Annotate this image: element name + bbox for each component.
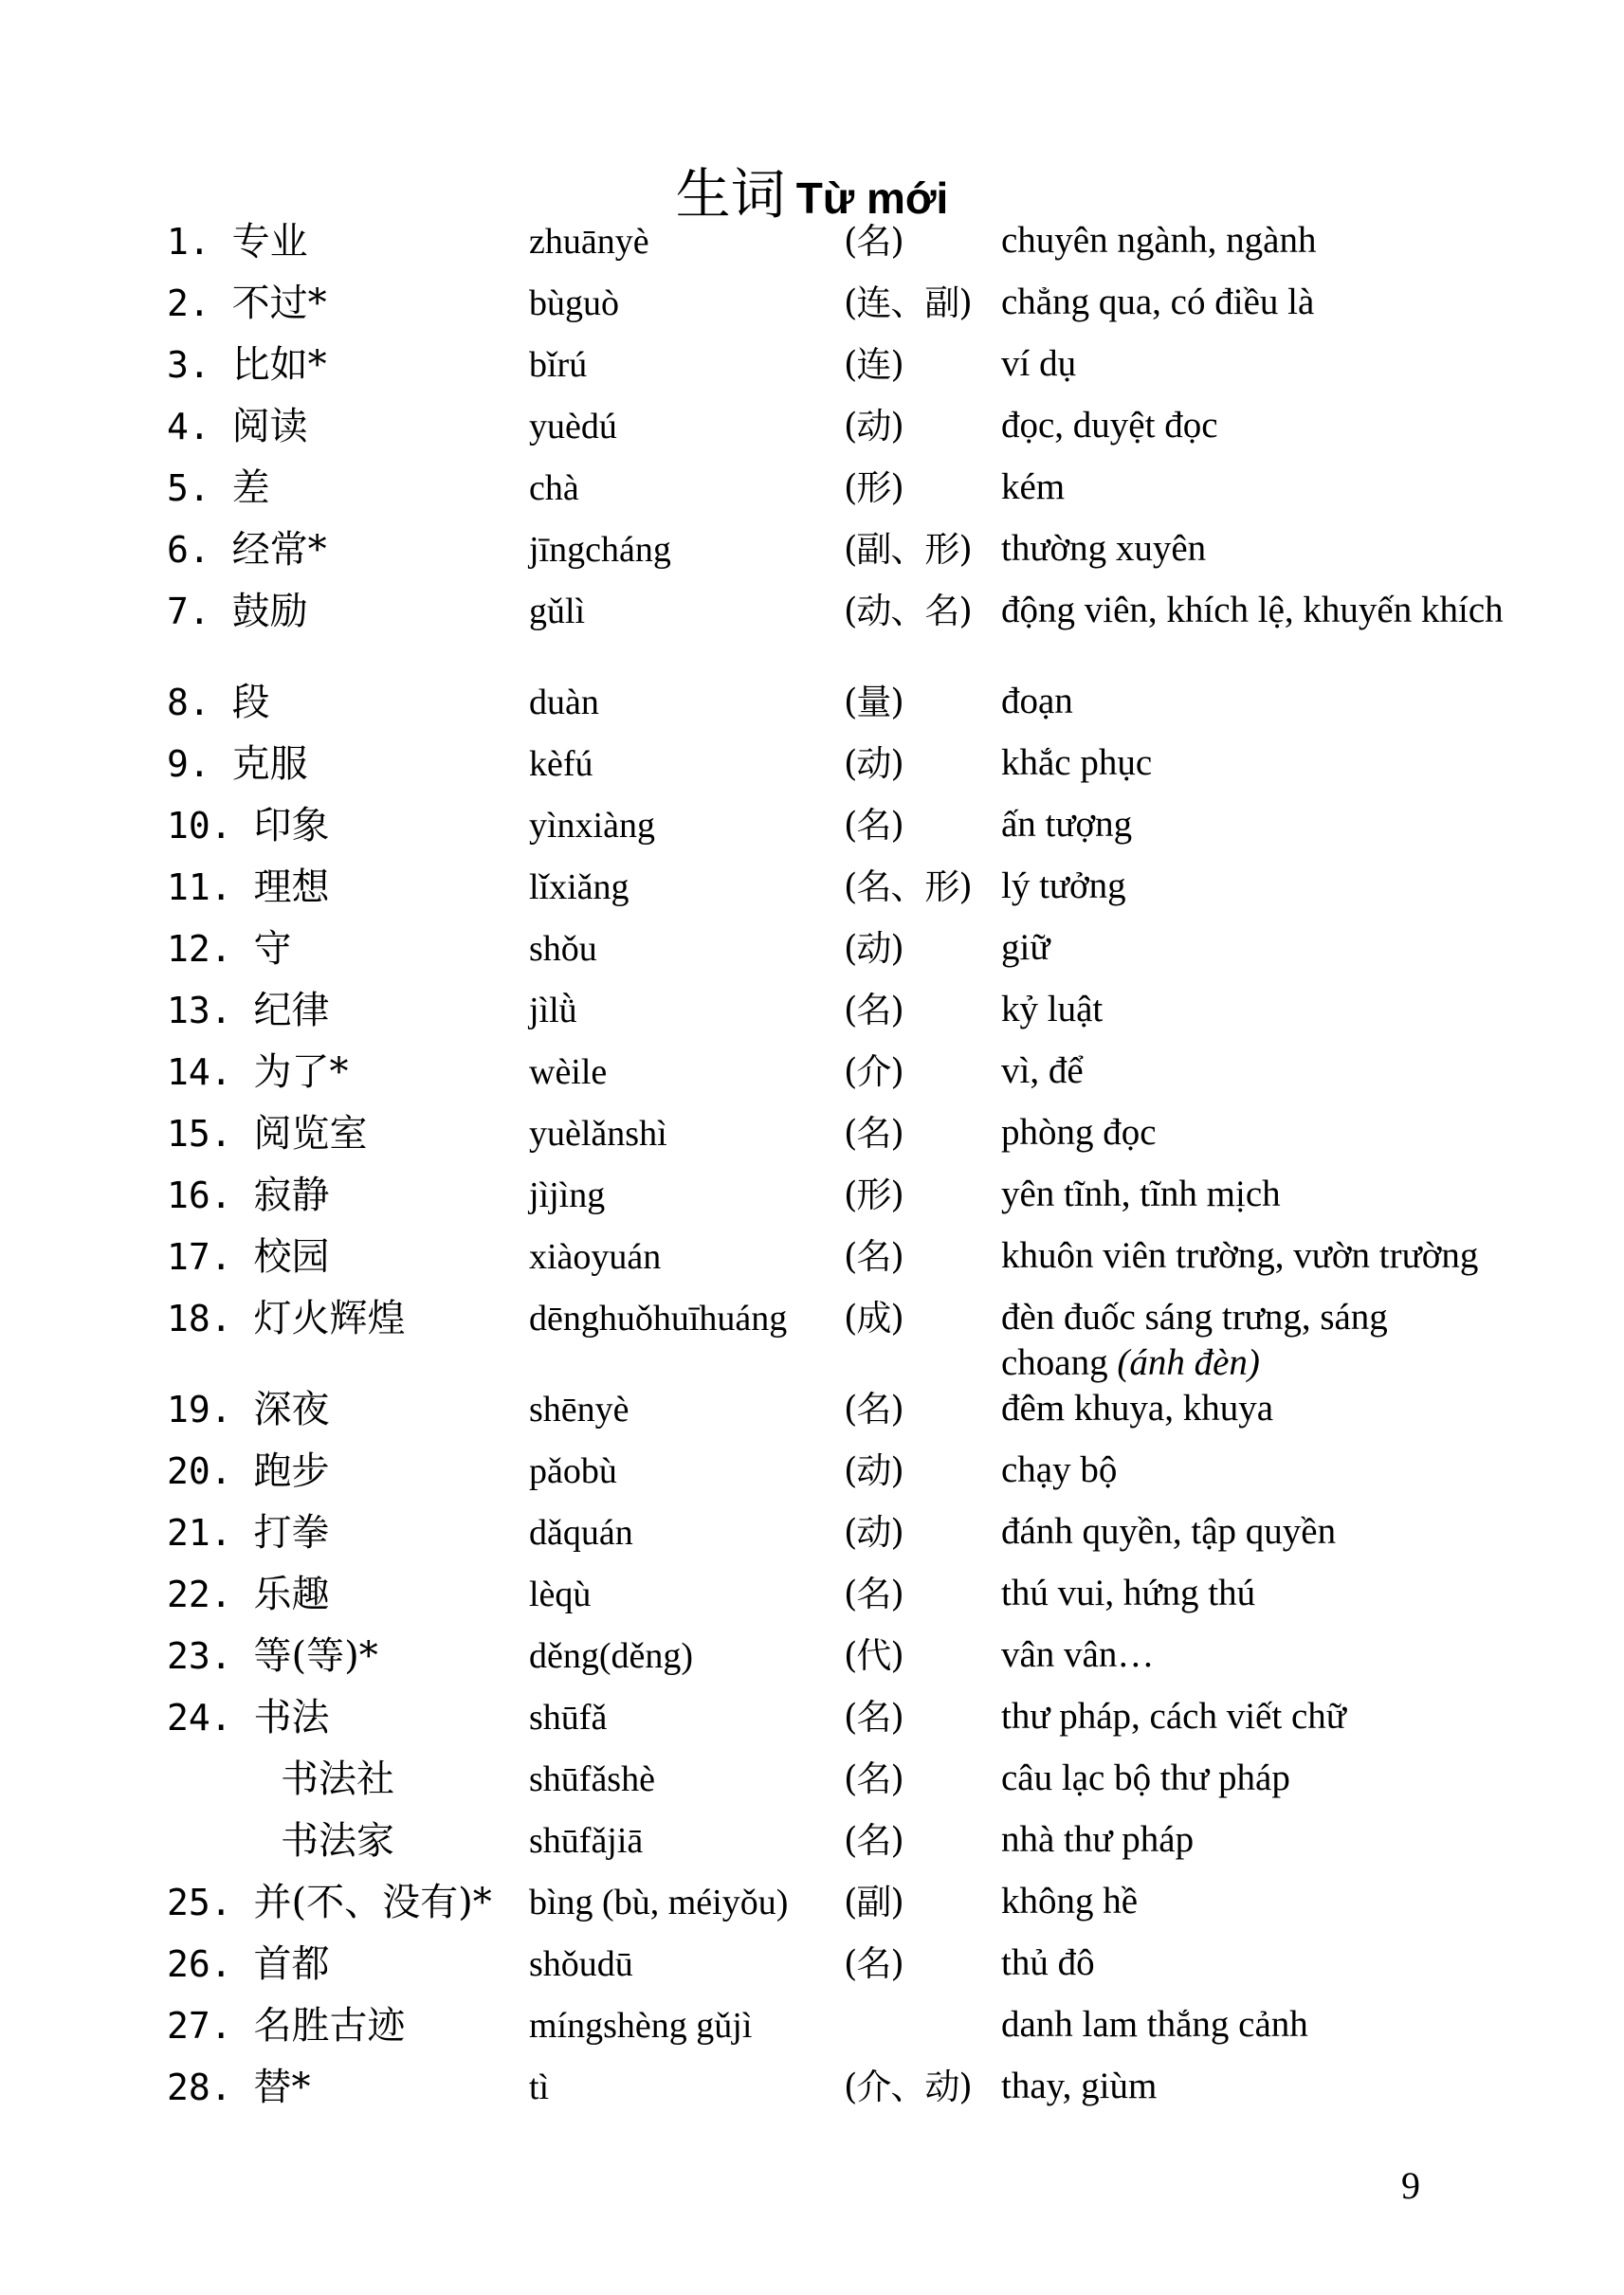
entry-number-word	[167, 2002, 406, 2049]
entry-word: 书法社	[281, 1758, 394, 1801]
entry-number-word	[167, 2064, 311, 2111]
entry-number-word	[167, 1879, 492, 1926]
vocab-entry	[0, 1940, 1624, 2002]
entry-meaning	[1001, 1817, 1504, 1863]
entry-part-of-speech: (名)	[844, 1574, 903, 1614]
entry-part-of-speech: (介)	[844, 1051, 903, 1092]
entry-number-word	[167, 1571, 330, 1618]
vocab-entry	[0, 1048, 1624, 1110]
entry-part-of-speech: (动)	[844, 1450, 903, 1491]
entry-part-of-speech: (名)	[844, 1697, 903, 1738]
entry-pinyin: shūfǎshè	[529, 1759, 655, 1799]
entry-part-of-speech: (动、名)	[844, 591, 972, 631]
title-vietnamese: Từ mới	[795, 173, 949, 223]
entry-number: 6.	[167, 529, 210, 571]
entry-number: 20.	[167, 1450, 232, 1492]
entry-meaning	[1001, 403, 1504, 448]
entry-meaning-text: thú vui, hứng thú	[1001, 1573, 1256, 1613]
vocab-entry	[0, 1509, 1624, 1571]
entry-word: 阅读	[231, 405, 308, 448]
entry-meaning	[1001, 1048, 1504, 1094]
entry-word: 阅览室	[253, 1112, 368, 1156]
entry-part-of-speech: (名)	[844, 1389, 903, 1430]
entry-word: 书法家	[281, 1819, 394, 1863]
entry-word: 比如*	[231, 343, 327, 387]
entry-number: 18.	[167, 1298, 232, 1339]
entry-number: 23.	[167, 1635, 232, 1677]
entry-meaning	[1001, 1448, 1504, 1493]
entry-part-of-speech: (动)	[844, 743, 903, 784]
entry-number: 19.	[167, 1389, 232, 1430]
entry-word: 守	[253, 927, 292, 971]
entry-word: 不过*	[231, 282, 327, 325]
vocab-entry	[0, 740, 1624, 802]
vocab-entry	[0, 280, 1624, 341]
entry-meaning	[1001, 218, 1504, 264]
entry-number-word	[167, 740, 308, 788]
entry-part-of-speech: (成)	[844, 1298, 903, 1339]
entry-part-of-speech: (名)	[844, 1758, 903, 1799]
entry-pinyin: jìlǜ	[529, 991, 577, 1030]
entry-word: 纪律	[253, 989, 330, 1032]
entry-meaning-text: đèn đuốc sáng trưng, sáng choang	[1001, 1297, 1388, 1383]
entry-meaning-text: đoạn	[1001, 681, 1073, 721]
entry-meaning	[1001, 1571, 1504, 1616]
entry-word: 鼓励	[231, 590, 308, 633]
vocab-entry	[0, 1386, 1624, 1448]
vocab-entry	[0, 464, 1624, 526]
entry-word: 跑步	[253, 1449, 330, 1493]
entry-meaning	[1001, 1509, 1504, 1555]
entry-part-of-speech: (副、形)	[844, 529, 972, 570]
entry-meaning	[1001, 2002, 1504, 2048]
entry-word: 等(等)*	[253, 1634, 378, 1678]
vocab-entry	[0, 1448, 1624, 1509]
entry-number-word	[281, 1756, 394, 1803]
entry-meaning	[1001, 1233, 1504, 1279]
entry-meaning-text: ấn tượng	[1001, 804, 1133, 845]
vocab-entry	[0, 218, 1624, 280]
vocab-entry	[0, 1817, 1624, 1879]
entry-pinyin: shǒudū	[529, 1944, 633, 1984]
entry-meaning	[1001, 1940, 1504, 1986]
entry-pinyin: yìnxiàng	[529, 806, 655, 846]
entry-number-word	[167, 526, 327, 574]
entry-number: 11.	[167, 866, 232, 908]
entry-number: 12.	[167, 928, 232, 970]
entry-meaning-text: chạy bộ	[1001, 1449, 1118, 1490]
entry-meaning	[1001, 679, 1504, 724]
entry-pinyin: jìjìng	[529, 1175, 606, 1215]
page-number: 9	[1401, 2164, 1420, 2207]
vocab-entry	[0, 1879, 1624, 1940]
vocabulary-list	[0, 218, 1624, 2125]
entry-number-word	[167, 1940, 330, 1988]
entry-number: 13.	[167, 990, 232, 1031]
entry-number-word	[167, 464, 270, 512]
entry-pinyin: lèqù	[529, 1575, 592, 1614]
entry-number: 14.	[167, 1051, 232, 1093]
entry-number-word	[167, 802, 330, 849]
entry-meaning	[1001, 1879, 1504, 1924]
entry-number-word	[167, 925, 292, 973]
entry-number: 22.	[167, 1574, 232, 1615]
entry-meaning-text: đọc, duyệt đọc	[1001, 405, 1218, 446]
entry-number-word	[167, 864, 330, 911]
entry-number-word	[167, 1448, 330, 1495]
entry-pinyin: gǔlì	[529, 592, 586, 631]
entry-pinyin: dǎquán	[529, 1513, 633, 1553]
entry-meaning-text: yên tĩnh, tĩnh mịch	[1001, 1174, 1281, 1214]
entry-pinyin: shēnyè	[529, 1390, 630, 1430]
entry-pinyin: shūfǎ	[529, 1698, 608, 1738]
entry-pinyin: zhuānyè	[529, 222, 649, 262]
entry-number-word	[167, 218, 308, 265]
entry-number: 25.	[167, 1882, 232, 1923]
entry-part-of-speech: (代)	[844, 1635, 903, 1676]
entry-pinyin: tì	[529, 2067, 550, 2107]
entry-meaning	[1001, 341, 1504, 387]
entry-word: 并(不、没有)*	[253, 1881, 492, 1924]
entry-meaning-text: thư pháp, cách viết chữ	[1001, 1696, 1346, 1737]
entry-number-word	[167, 280, 327, 327]
vocab-entry	[0, 341, 1624, 403]
entry-meaning	[1001, 864, 1504, 909]
vocab-entry	[0, 925, 1624, 987]
entry-word: 经常*	[231, 528, 327, 572]
title-chinese: 生词	[675, 162, 786, 227]
vocab-entry	[0, 1172, 1624, 1233]
entry-meaning	[1001, 802, 1504, 847]
entry-meaning	[1001, 1694, 1504, 1739]
entry-number: 24.	[167, 1697, 232, 1739]
entry-number-word	[167, 987, 330, 1034]
entry-number-word	[281, 1817, 394, 1865]
entry-meaning-text: thay, giùm	[1001, 2066, 1158, 2106]
entry-word: 首都	[253, 1942, 330, 1986]
entry-number-word	[167, 1632, 378, 1680]
entry-word: 书法	[253, 1696, 330, 1739]
entry-meaning-text: vân vân…	[1001, 1634, 1155, 1675]
entry-meaning-text: câu lạc bộ thư pháp	[1001, 1758, 1290, 1798]
entry-meaning-text: không hề	[1001, 1881, 1139, 1922]
entry-part-of-speech: (动)	[844, 1512, 903, 1553]
entry-word: 为了*	[253, 1050, 349, 1094]
entry-pinyin: jīngcháng	[529, 530, 671, 570]
entry-pinyin: bìng (bù, méiyǒu)	[529, 1883, 789, 1922]
entry-meaning-text: chẳng qua, có điều là	[1001, 282, 1315, 322]
entry-meaning-text: đêm khuya, khuya	[1001, 1388, 1274, 1429]
entry-meaning-text: thường xuyên	[1001, 528, 1207, 569]
entry-meaning	[1001, 987, 1504, 1032]
entry-part-of-speech: (连、副)	[844, 282, 972, 323]
entry-pinyin: lǐxiǎng	[529, 867, 630, 907]
entry-meaning	[1001, 1386, 1504, 1431]
vocab-entry	[0, 1571, 1624, 1632]
entry-part-of-speech: (名)	[844, 221, 903, 262]
entry-number: 5.	[167, 467, 210, 509]
entry-meaning-text: chuyên ngành, ngành	[1001, 220, 1317, 261]
entry-part-of-speech: (连)	[844, 344, 903, 385]
entry-number: 28.	[167, 2067, 232, 2108]
vocab-entry	[0, 2064, 1624, 2125]
vocab-entry	[0, 1756, 1624, 1817]
entry-number: 1.	[167, 221, 210, 263]
entry-number: 3.	[167, 344, 210, 386]
entry-number-word	[167, 679, 270, 726]
entry-part-of-speech: (形)	[844, 467, 903, 508]
entry-number-word	[167, 1233, 330, 1281]
entry-meaning-text: ví dụ	[1001, 343, 1077, 384]
entry-number-word	[167, 1048, 349, 1096]
entry-meaning-text: đánh quyền, tập quyền	[1001, 1511, 1337, 1552]
entry-number-word	[167, 341, 327, 389]
entry-meaning	[1001, 1756, 1504, 1801]
entry-meaning-text: khắc phục	[1001, 742, 1153, 783]
entry-part-of-speech: (名)	[844, 1113, 903, 1154]
vocab-entry	[0, 526, 1624, 588]
entry-pinyin: duàn	[529, 683, 599, 722]
vocab-entry	[0, 1233, 1624, 1295]
entry-part-of-speech: (动)	[844, 406, 903, 446]
entry-number: 2.	[167, 282, 210, 324]
entry-number: 27.	[167, 2005, 232, 2047]
entry-word: 打拳	[253, 1511, 330, 1555]
entry-pinyin: dēnghuǒhuīhuáng	[529, 1299, 788, 1339]
entry-meaning-text: kỷ luật	[1001, 989, 1104, 1029]
entry-meaning-text: động viên, khích lệ, khuyến khích	[1001, 590, 1504, 630]
entry-meaning	[1001, 526, 1504, 572]
entry-part-of-speech: (名)	[844, 1236, 903, 1277]
entry-word: 乐趣	[253, 1573, 330, 1616]
entry-number-word	[167, 588, 308, 635]
entry-word: 名胜古迹	[253, 2004, 406, 2048]
entry-meaning-text: lý tưởng	[1001, 865, 1126, 906]
entry-part-of-speech: (名)	[844, 990, 903, 1030]
entry-number: 7.	[167, 591, 210, 632]
entry-pinyin: shǒu	[529, 929, 597, 969]
entry-number: 21.	[167, 1512, 232, 1554]
entry-meaning-text: giữ	[1001, 927, 1050, 968]
vocab-entry	[0, 802, 1624, 864]
entry-meaning	[1001, 925, 1504, 971]
entry-pinyin: bǐrú	[529, 345, 588, 385]
entry-word: 寂静	[253, 1174, 330, 1217]
entry-meaning	[1001, 1172, 1504, 1217]
entry-pinyin: shūfǎjiā	[529, 1821, 644, 1861]
entry-number: 16.	[167, 1175, 232, 1216]
entry-meaning	[1001, 464, 1504, 510]
vocab-entry	[0, 403, 1624, 464]
entry-meaning	[1001, 2064, 1504, 2109]
entry-number-word	[167, 1110, 368, 1157]
entry-meaning	[1001, 280, 1504, 325]
entry-word: 印象	[253, 804, 330, 847]
entry-meaning-text: thủ đô	[1001, 1942, 1095, 1983]
entry-pinyin: děng(děng)	[529, 1636, 694, 1676]
vocab-entry	[0, 864, 1624, 925]
entry-pinyin: kèfú	[529, 744, 593, 784]
entry-number: 26.	[167, 1943, 232, 1985]
entry-number-word	[167, 1694, 330, 1741]
entry-pinyin: yuèlǎnshì	[529, 1114, 667, 1154]
entry-pinyin: xiàoyuán	[529, 1237, 662, 1277]
entry-part-of-speech: (名)	[844, 1943, 903, 1984]
entry-number-word	[167, 1295, 406, 1342]
vocab-entry	[0, 987, 1624, 1048]
entry-number: 8.	[167, 682, 210, 723]
entry-pinyin: pǎobù	[529, 1451, 617, 1491]
entry-number: 4.	[167, 406, 210, 447]
entry-number-word	[167, 1172, 330, 1219]
entry-part-of-speech: (形)	[844, 1175, 903, 1215]
entry-word: 替*	[253, 2066, 311, 2109]
entry-part-of-speech: (名)	[844, 1820, 903, 1861]
entry-word: 深夜	[253, 1388, 330, 1431]
entry-word: 理想	[253, 865, 330, 909]
entry-meaning-text: nhà thư pháp	[1001, 1819, 1195, 1860]
entry-word: 专业	[231, 220, 308, 264]
entry-part-of-speech: (动)	[844, 928, 903, 969]
entry-part-of-speech: (介、动)	[844, 2067, 972, 2107]
entry-word: 校园	[253, 1235, 330, 1279]
entry-pinyin: bùguò	[529, 283, 619, 323]
entry-part-of-speech: (副)	[844, 1882, 903, 1922]
entry-meaning-text: danh lam thắng cảnh	[1001, 2004, 1308, 2045]
entry-word: 克服	[231, 742, 308, 786]
entry-meaning	[1001, 1632, 1504, 1678]
entry-pinyin: míngshèng gǔjì	[529, 2006, 753, 2046]
entry-word: 差	[231, 466, 270, 510]
vocab-entry	[0, 1110, 1624, 1172]
entry-part-of-speech: (量)	[844, 682, 903, 722]
entry-number-word	[167, 1509, 330, 1557]
entry-meaning	[1001, 588, 1504, 633]
entry-number-word	[167, 403, 308, 450]
entry-meaning-text: kém	[1001, 466, 1066, 507]
entry-part-of-speech: (名、形)	[844, 866, 972, 907]
entry-number: 15.	[167, 1113, 232, 1155]
entry-meaning	[1001, 1110, 1504, 1156]
entry-meaning	[1001, 740, 1504, 786]
entry-part-of-speech: (名)	[844, 805, 903, 846]
vocab-entry	[0, 1632, 1624, 1694]
entry-meaning	[1001, 1295, 1504, 1386]
vocab-entry	[0, 2002, 1624, 2064]
entry-meaning-text: vì, để	[1001, 1050, 1084, 1091]
entry-word: 段	[231, 681, 270, 724]
entry-number: 17.	[167, 1236, 232, 1278]
vocab-entry	[0, 1295, 1624, 1386]
entry-meaning-text: khuôn viên trường, vườn trường	[1001, 1235, 1479, 1276]
vocab-entry	[0, 1694, 1624, 1756]
entry-number: 10.	[167, 805, 232, 847]
entry-number-word	[167, 1386, 330, 1433]
entry-pinyin: chà	[529, 468, 579, 508]
vocab-entry	[0, 679, 1624, 740]
entry-pinyin: wèile	[529, 1052, 608, 1092]
entry-meaning-text: phòng đọc	[1001, 1112, 1157, 1153]
entry-number: 9.	[167, 743, 210, 785]
entry-word: 灯火辉煌	[253, 1297, 406, 1340]
vocab-entry	[0, 588, 1624, 679]
entry-pinyin: yuèdú	[529, 407, 617, 446]
entry-meaning-note: (ánh đèn)	[1117, 1342, 1260, 1383]
